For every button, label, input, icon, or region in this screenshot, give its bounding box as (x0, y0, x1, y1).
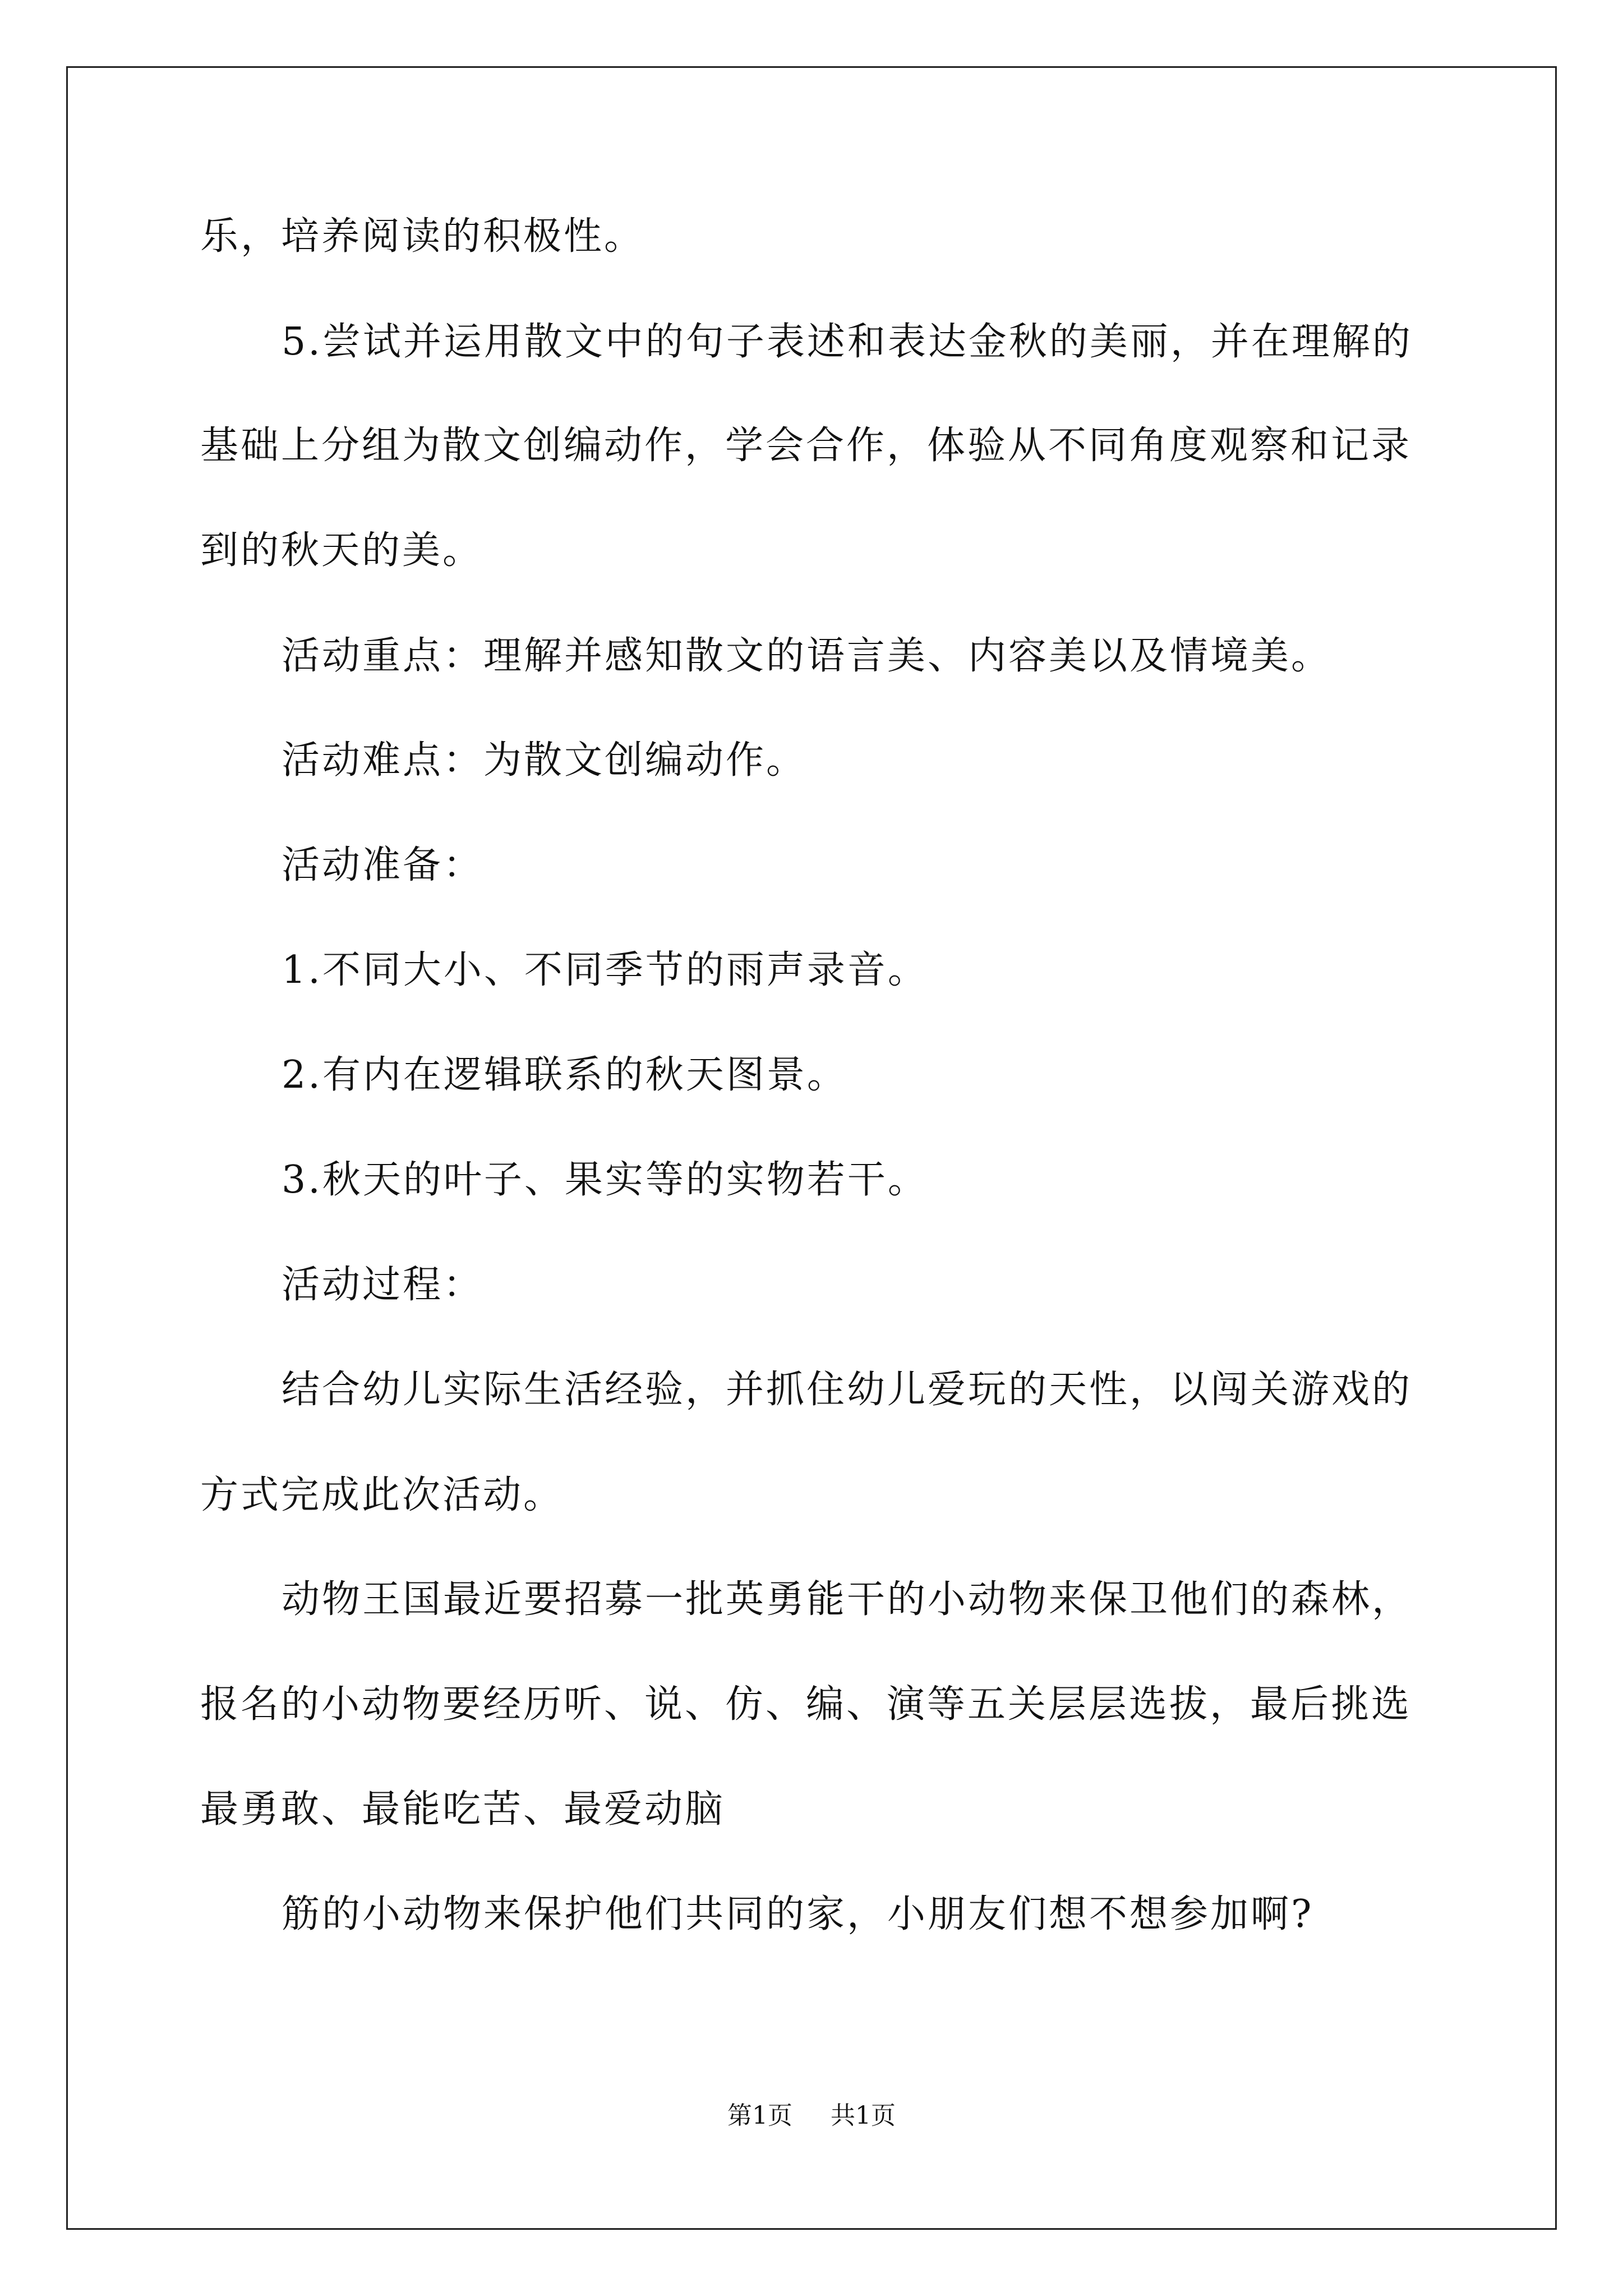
text-line-4: 到的秋天的美。 (200, 528, 483, 573)
text-line-6: 活动难点：为散文创编动作。 (282, 738, 807, 783)
text-line-16: 最勇敢、最能吃苦、最爱动脑 (200, 1787, 726, 1832)
page-number-current: 第1页 (727, 2101, 792, 2130)
text-line-8: 1.不同大小、不同季节的雨声录音。 (282, 948, 928, 992)
text-line-9: 2.有内在逻辑联系的秋天图景。 (282, 1053, 847, 1097)
text-line-12: 结合幼儿实际生活经验，并抓住幼儿爱玩的天性，以闯关游戏的 (282, 1368, 1413, 1412)
text-line-2: 5.尝试并运用散文中的句子表述和表达金秋的美丽，并在理解的 (282, 320, 1413, 364)
page-footer (0, 2100, 1623, 2132)
text-line-10: 3.秋天的叶子、果实等的实物若干。 (282, 1158, 928, 1202)
text-line-1: 乐，培养阅读的积极性。 (200, 214, 645, 259)
text-line-17: 筋的小动物来保护他们共同的家，小朋友们想不想参加啊? (282, 1892, 1314, 1936)
text-line-15: 报名的小动物要经历听、说、仿、编、演等五关层层选拔，最后挑选 (200, 1682, 1412, 1727)
text-line-7: 活动准备： (282, 843, 484, 887)
text-line-11: 活动过程： (282, 1263, 484, 1307)
page-number-total: 共1页 (831, 2101, 896, 2130)
text-line-5: 活动重点：理解并感知散文的语言美、内容美以及情境美。 (282, 634, 1332, 678)
text-line-13: 方式完成此次活动。 (200, 1473, 564, 1517)
text-line-3: 基础上分组为散文创编动作，学会合作，体验从不同角度观察和记录 (200, 424, 1412, 468)
text-line-14: 动物王国最近要招募一批英勇能干的小动物来保卫他们的森林， (282, 1577, 1413, 1622)
